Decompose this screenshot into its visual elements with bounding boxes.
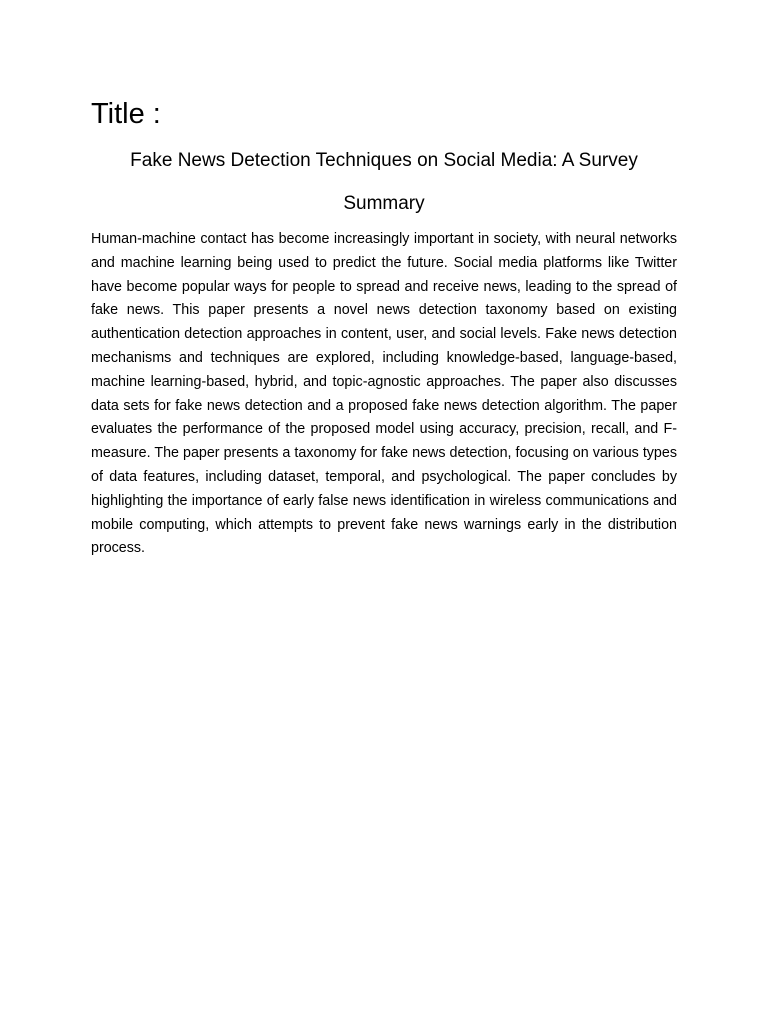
- paper-title: Fake News Detection Techniques on Social Media: A Survey: [130, 150, 638, 171]
- title-label: Title :: [91, 98, 161, 130]
- summary-heading: Summary: [343, 193, 425, 214]
- summary-paragraph: Human-machine contact has become increasingly important in society, with neural networks and machine learning being used to predict the future. Social media platforms like Twitter have become popular ways for people to spread and receive news, leading to the spread of fake news. This paper presents a novel news detection taxonomy based on existing authentication detection approaches in content, user, and social levels. Fake news detection mechanisms and techniques are explored, including knowledge-based, language-based, machine learning-based, hybrid, and topic-agnostic approaches. The paper also discusses data sets for fake news detection and a proposed fake news detection algorithm. The paper evaluates the performance of the proposed model using accuracy, precision, recall, and F-measure. The paper presents a taxonomy for fake news detection, focusing on various types of data features, including dataset, temporal, and psychological. The paper concludes by highlighting the importance of early false news identification in wireless communications and mobile computing, which attempts to prevent fake news warnings early in the distribution process.: [91, 231, 677, 557]
